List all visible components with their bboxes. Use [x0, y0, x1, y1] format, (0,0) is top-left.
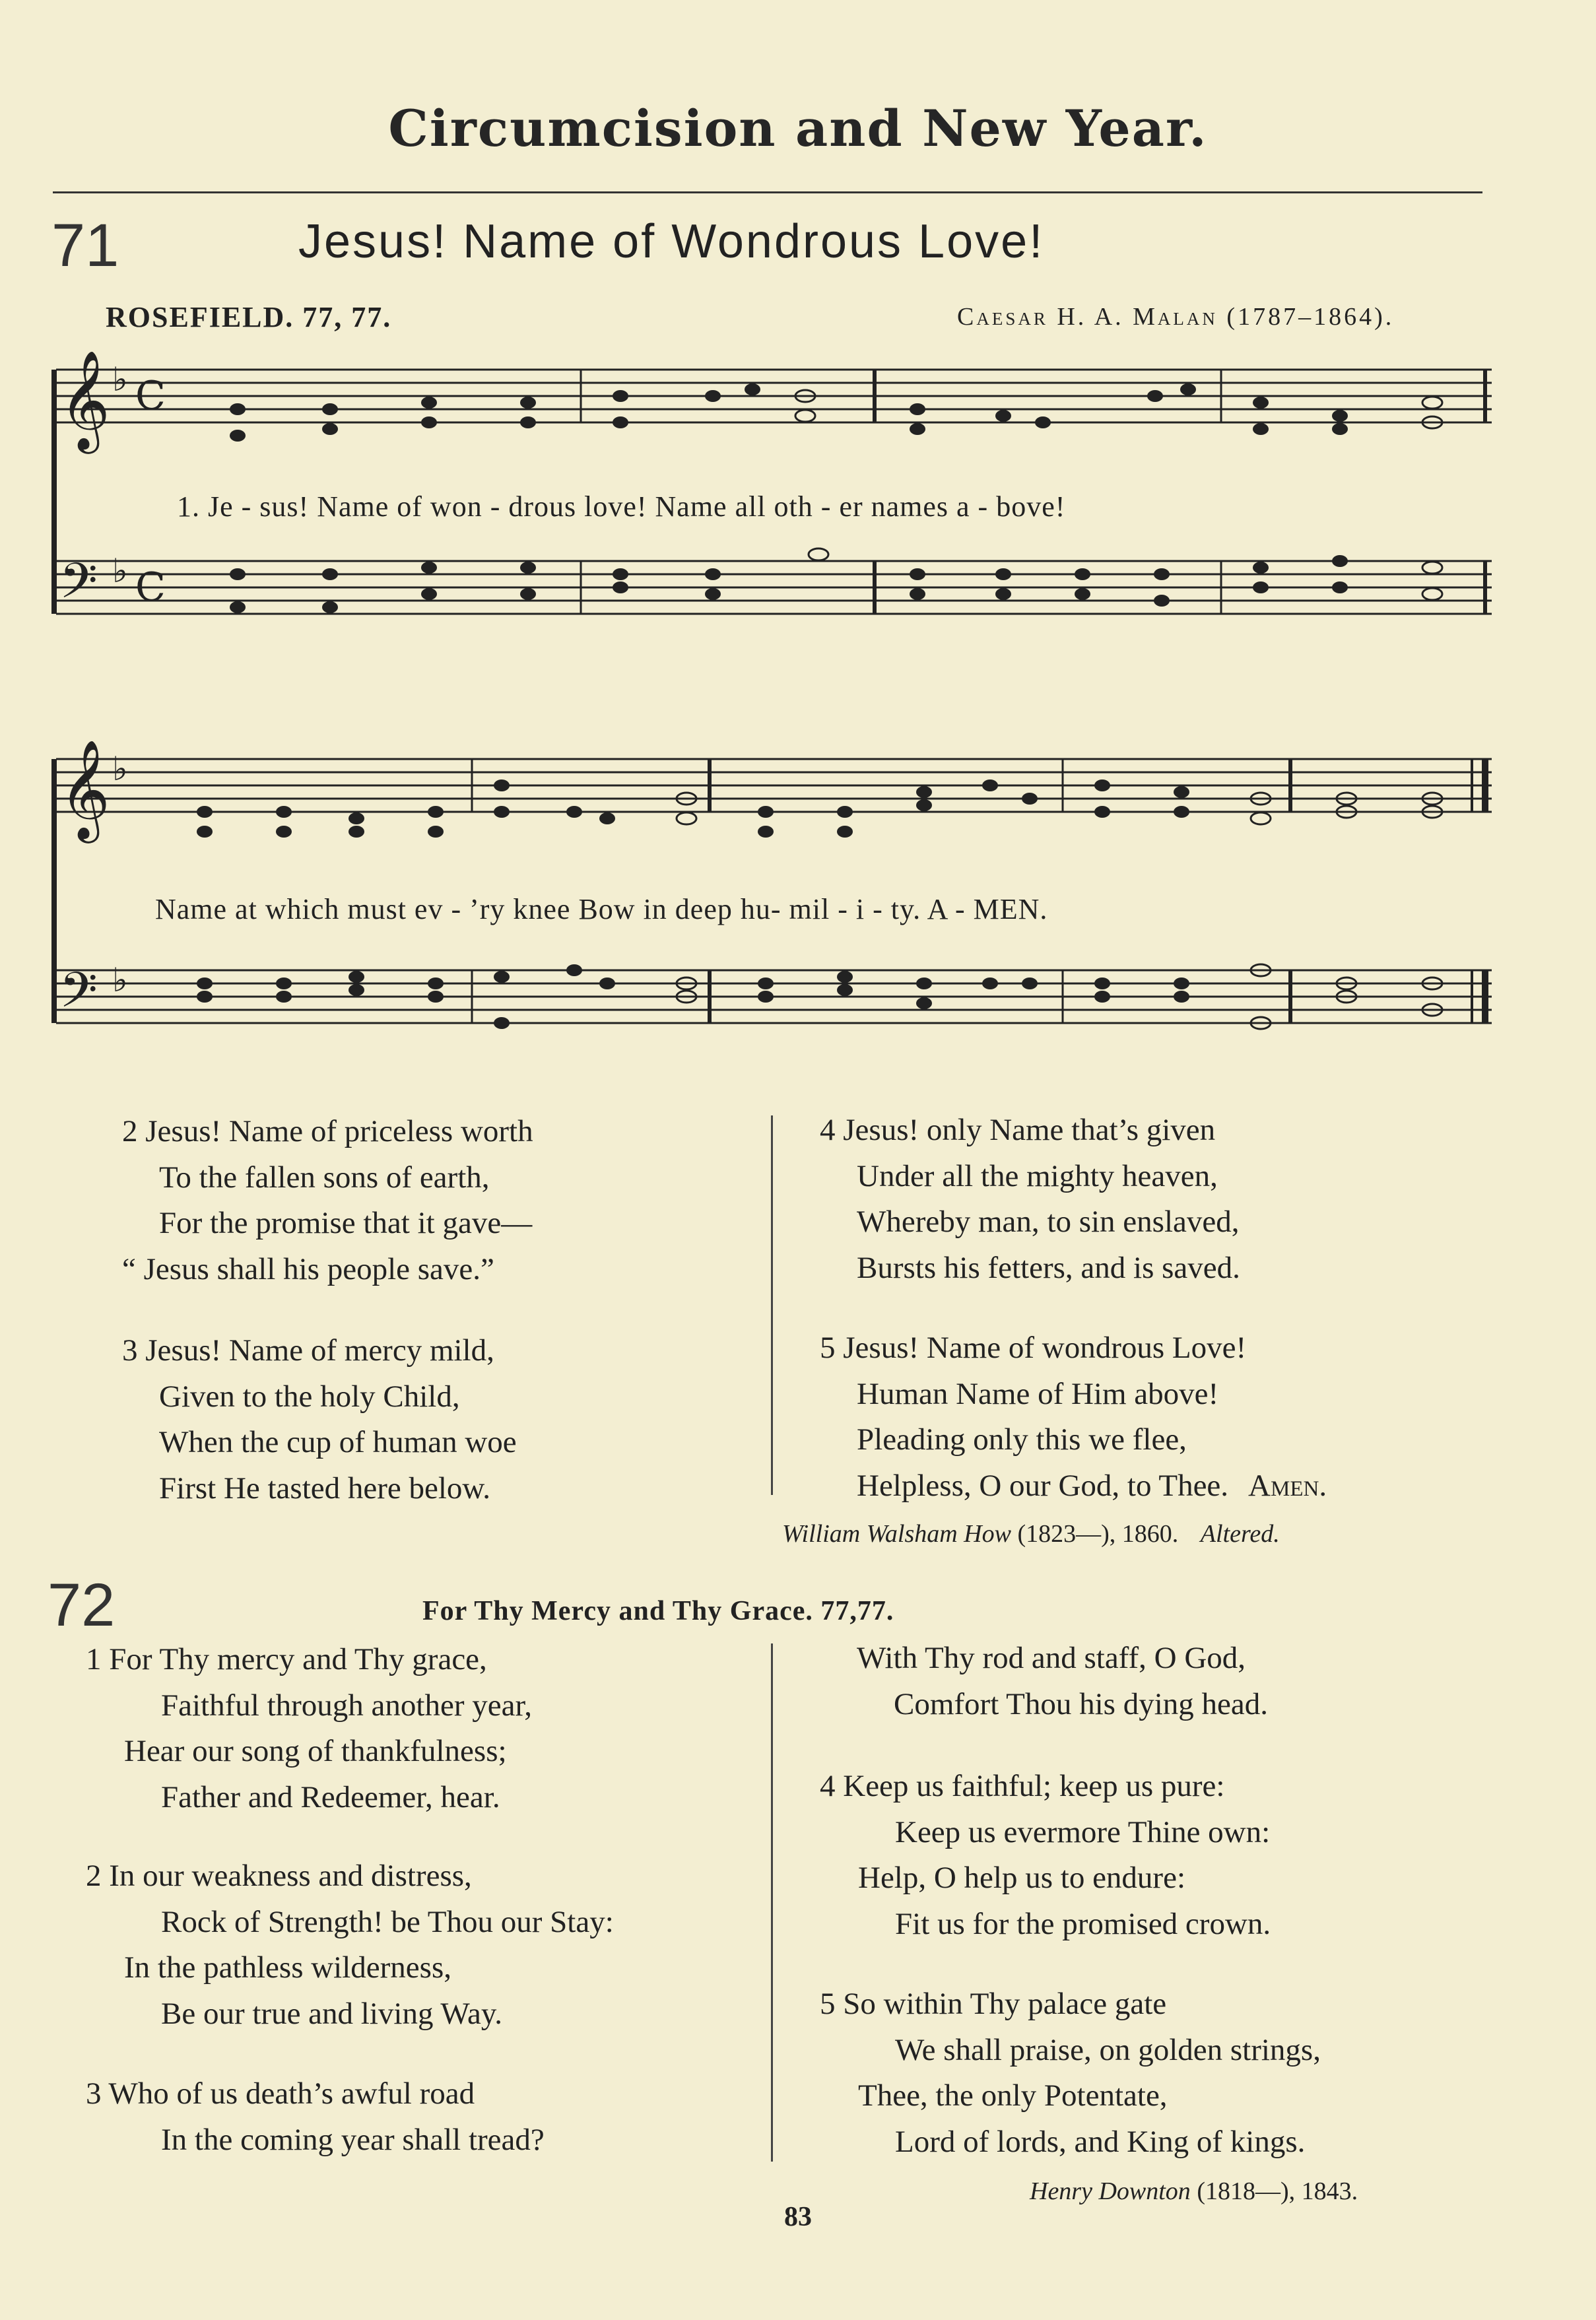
stanza-line: Given to the holy Child, — [159, 1379, 460, 1414]
column-divider — [771, 1115, 773, 1495]
hymn-72-stanza-1 — [86, 1637, 532, 1820]
stanza-line: Father and Redeemer, hear. — [161, 1779, 500, 1814]
stanza-line: Help, O help us to endure: — [858, 1861, 1186, 1895]
hymn-71-stanza-3 — [122, 1328, 517, 1511]
stanza-line: With Thy rod and staff, O God, — [857, 1641, 1246, 1675]
stanza-line: Whereby man, to sin enslaved, — [857, 1205, 1240, 1239]
flat-icon: ♭ — [112, 360, 128, 399]
hymn-72-stanza-4 — [820, 1764, 1271, 1947]
column-divider — [771, 1643, 773, 2162]
alteration-note: Altered. — [1200, 1520, 1280, 1548]
stanza-line: In the coming year shall tread? — [161, 2122, 545, 2157]
stanza-line: Rock of Strength! be Thou our Stay: — [161, 1904, 614, 1939]
stanza-line: Pleading only this we flee, — [857, 1422, 1187, 1457]
stanza-line: 2 In our weakness and distress, — [86, 1859, 472, 1893]
stanza-line: In the pathless wilderness, — [124, 1950, 452, 1985]
author: William Walsham How — [782, 1520, 1011, 1548]
page-number: 83 — [784, 2202, 812, 2232]
composer: Caesar H. A. Malan (1787–1864). — [957, 303, 1395, 331]
stanza-line: 2 Jesus! Name of priceless worth — [122, 1114, 533, 1148]
stanza-line: To the fallen sons of earth, — [159, 1160, 490, 1195]
stanza-line-text: Helpless, O our God, to Thee. — [857, 1468, 1229, 1503]
hymn-71-number: 71 — [51, 212, 119, 279]
stanza-line: Hear our song of thankfulness; — [124, 1734, 507, 1768]
treble-clef-icon: 𝄞 — [59, 349, 110, 449]
stanza-line: 4 Keep us faithful; keep us pure: — [820, 1769, 1225, 1803]
author-dates: (1818—), 1843. — [1197, 2177, 1358, 2205]
common-time-icon: C — [135, 373, 166, 419]
stanza-line: 3 Jesus! Name of mercy mild, — [122, 1333, 494, 1368]
stanza-line: Thee, the only Potentate, — [858, 2078, 1168, 2113]
stanza-line: “ Jesus shall his people save.” — [122, 1251, 494, 1286]
lyric-line-1: 1. Je - sus! Name of won - drous love! Name all oth - er names a - bove! — [177, 490, 1066, 523]
stanza-line: 3 Who of us death’s awful road — [86, 2076, 475, 2111]
hymn-72-stanza-2 — [86, 1853, 614, 2037]
header-rule — [53, 191, 1482, 193]
flat-icon: ♭ — [112, 961, 128, 999]
stanza-line: Human Name of Him above! — [857, 1376, 1219, 1411]
hymn-71-attribution — [782, 1519, 1280, 1548]
stanza-line: Lord of lords, and King of kings. — [895, 2124, 1306, 2159]
stanza-line: Be our true and living Way. — [161, 1996, 503, 2031]
stanza-line: Faithful through another year, — [161, 1688, 532, 1723]
stanza-line: First He tasted here below. — [159, 1471, 491, 1506]
stanza-line: Bursts his fetters, and is saved. — [857, 1250, 1240, 1285]
stanza-line: 1 For Thy mercy and Thy grace, — [86, 1642, 487, 1676]
hymn-72-title: For Thy Mercy and Thy Grace. 77,77. — [422, 1596, 894, 1626]
flat-icon: ♭ — [112, 750, 128, 788]
treble-clef-icon: 𝄞 — [59, 739, 110, 839]
hymn-72-stanza-3a — [86, 2071, 545, 2163]
hymn-71-stanza-5 — [820, 1325, 1327, 1509]
stanza-line: We shall praise, on golden strings, — [895, 2032, 1321, 2067]
hymn-71-title: Jesus! Name of Wondrous Love! — [298, 215, 1045, 268]
hymn-72-stanza-5 — [820, 1981, 1321, 2165]
stanza-line: Under all the mighty heaven, — [857, 1158, 1218, 1193]
stanza-line: 5 So within Thy palace gate — [820, 1987, 1167, 2021]
stanza-line: 5 Jesus! Name of wondrous Love! — [820, 1331, 1247, 1365]
common-time-icon: C — [135, 564, 166, 611]
page-header: Circumcision and New Year. — [388, 99, 1208, 158]
hymn-71-stanza-4 — [820, 1108, 1240, 1291]
author-dates: (1823—), 1860. — [1017, 1520, 1179, 1548]
hymn-72-number: 72 — [48, 1572, 116, 1639]
stanza-line: Fit us for the promised crown. — [895, 1906, 1271, 1941]
lyric-line-2: Name at which must ev - ’ry knee Bow in deep hu- mil - i - ty. A - MEN. — [155, 893, 1048, 925]
flat-icon: ♭ — [112, 552, 128, 590]
stanza-line: When the cup of human woe — [159, 1425, 517, 1459]
stanza-line: For the promise that it gave— — [159, 1206, 533, 1240]
author: Henry Downton — [1030, 2177, 1191, 2205]
stanza-line: 4 Jesus! only Name that’s given — [820, 1113, 1216, 1147]
stanza-line: Comfort Thou his dying head. — [894, 1686, 1269, 1721]
bass-clef-icon: 𝄢 — [59, 962, 98, 1031]
hymn-72-stanza-3b — [820, 1636, 1268, 1727]
stanza-line: Keep us evermore Thine own: — [895, 1814, 1271, 1849]
bass-clef-icon: 𝄢 — [59, 552, 98, 622]
hymn-71-stanza-2 — [122, 1109, 533, 1292]
stanza-line — [820, 1463, 1327, 1509]
amen: Amen. — [1248, 1468, 1327, 1503]
tune-name: ROSEFIELD. 77, 77. — [106, 301, 392, 333]
